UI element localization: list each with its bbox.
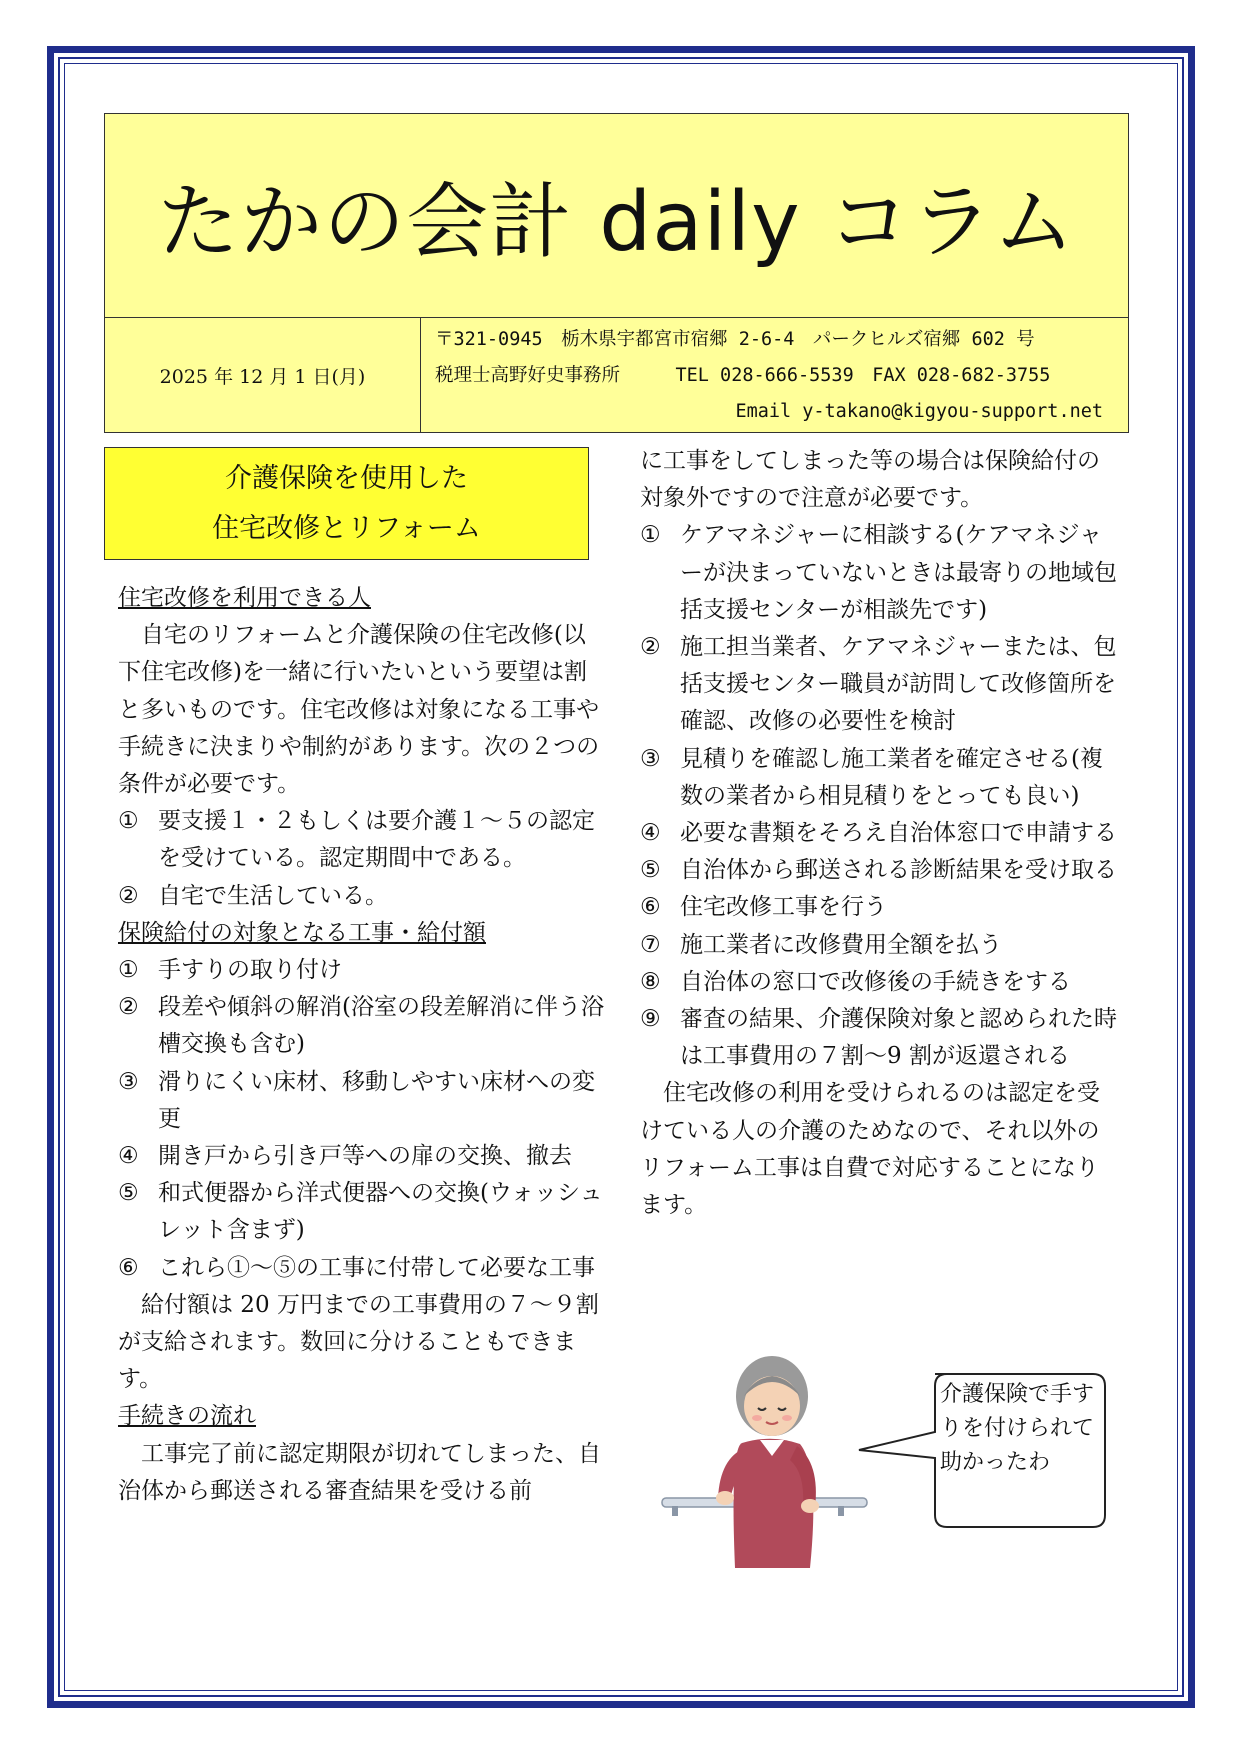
list-text: 段差や傾斜の解消(浴室の段差解消に伴う浴槽交換も含む) — [158, 994, 604, 1058]
section-heading-works: 保険給付の対象となる工事・給付額 — [118, 919, 486, 946]
list-number: ① — [118, 808, 139, 835]
procedure-steps-list — [640, 517, 1118, 1075]
issue-date: 2025 年 12 月 1 日(月) — [105, 318, 421, 432]
list-item — [640, 517, 1118, 629]
list-number: ③ — [640, 745, 661, 772]
list-number: ③ — [118, 1068, 139, 1095]
list-number: ② — [118, 882, 139, 909]
article-column-right — [640, 443, 1118, 1224]
section-heading-procedure: 手続きの流れ — [118, 1403, 256, 1430]
list-text: 手すりの取り付け — [158, 957, 342, 984]
conditions-list — [118, 803, 604, 915]
closing-paragraph: 住宅改修の利用を受けられるのは認定を受けている人の介護のためなので、それ以外のリフォーム工事は自費で対応することになります。 — [640, 1080, 1100, 1219]
list-number: ⑥ — [118, 1254, 139, 1281]
list-number: ⑨ — [640, 1006, 661, 1033]
list-item — [118, 1175, 604, 1249]
list-item — [640, 889, 1118, 926]
list-item — [118, 1250, 604, 1287]
newsletter-title: たかの会計 daily コラム — [105, 114, 1128, 318]
article-title-line2: 住宅改修とリフォーム — [212, 512, 481, 544]
list-text: 施工担当業者、ケアマネジャーまたは、包括支援センター職員が訪問して改修箇所を確認、改修の必要性を検討 — [680, 634, 1117, 735]
office-email: Email y-takano@kigyou-support.net — [735, 401, 1103, 422]
procedure-intro-continued: に工事をしてしまった等の場合は保険給付の対象外ですので注意が必要です。 — [640, 448, 1100, 512]
article-title-line1: 介護保険を使用した — [225, 462, 468, 494]
office-contact-info — [435, 322, 1125, 432]
section-body-eligible: 自宅のリフォームと介護保険の住宅改修(以下住宅改修)を一緒に行いたいという要望は割と多いものです。住宅改修は対象になる工事や手続きに決まりや制約があります。次の２つの条件が必要です。 — [118, 622, 600, 798]
list-text: 自宅で生活している。 — [158, 882, 388, 909]
list-item — [640, 629, 1118, 741]
elderly-woman-illustration — [660, 1348, 870, 1568]
list-number: ⑤ — [118, 1180, 139, 1207]
list-item — [640, 741, 1118, 815]
list-number: ⑧ — [640, 968, 661, 995]
list-item — [118, 1064, 604, 1138]
article-title-box — [104, 447, 589, 560]
list-text: 滑りにくい床材、移動しやすい床材への変更 — [158, 1068, 595, 1132]
list-item — [118, 952, 604, 989]
list-number: ① — [118, 957, 139, 984]
list-number: ⑦ — [640, 931, 661, 958]
list-text: 自治体の窓口で改修後の手続きをする — [680, 968, 1071, 995]
list-item — [118, 803, 604, 877]
works-list — [118, 952, 604, 1287]
list-item — [640, 852, 1118, 889]
office-phone-fax: 税理士高野好史事務所 TEL 028-666-5539 FAX 028-682-3755 — [435, 365, 1051, 386]
list-item — [118, 989, 604, 1063]
list-text: 見積りを確認し施工業者を確定させる(複数の業者から相見積りをとっても良い) — [680, 745, 1103, 809]
list-number: ② — [640, 634, 661, 661]
list-number: ④ — [640, 820, 661, 847]
list-text: 必要な書類をそろえ自治体窓口で申請する — [680, 820, 1117, 847]
newsletter-header — [104, 113, 1129, 433]
list-text: 施工業者に改修費用全額を払う — [680, 931, 1002, 958]
list-item — [118, 878, 604, 915]
article-column-left — [118, 580, 604, 1510]
speech-bubble-text: 介護保険で手すりを付けられて助かったわ — [940, 1382, 1095, 1475]
list-text: ケアマネジャーに相談する(ケアマネジャーが決まっていないときは最寄りの地域包括支援センターが相談先です) — [680, 522, 1117, 623]
list-item — [640, 964, 1118, 1001]
list-item — [640, 815, 1118, 852]
list-number: ① — [640, 522, 661, 549]
list-text: 和式便器から洋式便器への交換(ウォッシュレット含まず) — [158, 1180, 603, 1244]
office-address: 〒321-0945 栃木県宇都宮市宿郷 2-6-4 パークヒルズ宿郷 602 号 — [435, 329, 1035, 350]
list-text: 自治体から郵送される診断結果を受け取る — [680, 857, 1117, 884]
list-text: 審査の結果、介護保険対象と認められた時は工事費用の７割～9 割が返還される — [680, 1006, 1117, 1070]
list-number: ⑤ — [640, 857, 661, 884]
list-number: ④ — [118, 1143, 139, 1170]
list-text: これら①～⑤の工事に付帯して必要な工事 — [158, 1254, 595, 1281]
benefit-amount-text: 給付額は 20 万円までの工事費用の７～９割が支給されます。数回に分けることもできます。 — [118, 1291, 599, 1393]
list-text: 住宅改修工事を行う — [680, 894, 887, 921]
list-item — [640, 1001, 1118, 1075]
list-item — [118, 1138, 604, 1175]
list-number: ⑥ — [640, 894, 661, 921]
procedure-intro: 工事完了前に認定期限が切れてしまった、自治体から郵送される審査結果を受ける前 — [118, 1440, 601, 1504]
section-heading-eligible: 住宅改修を利用できる人 — [118, 585, 371, 611]
list-number: ② — [118, 994, 139, 1021]
list-text: 開き戸から引き戸等への扉の交換、撤去 — [158, 1143, 572, 1170]
list-text: 要支援１・２もしくは要介護１～５の認定を受けている。認定期間中である。 — [158, 808, 595, 872]
list-item — [640, 927, 1118, 964]
